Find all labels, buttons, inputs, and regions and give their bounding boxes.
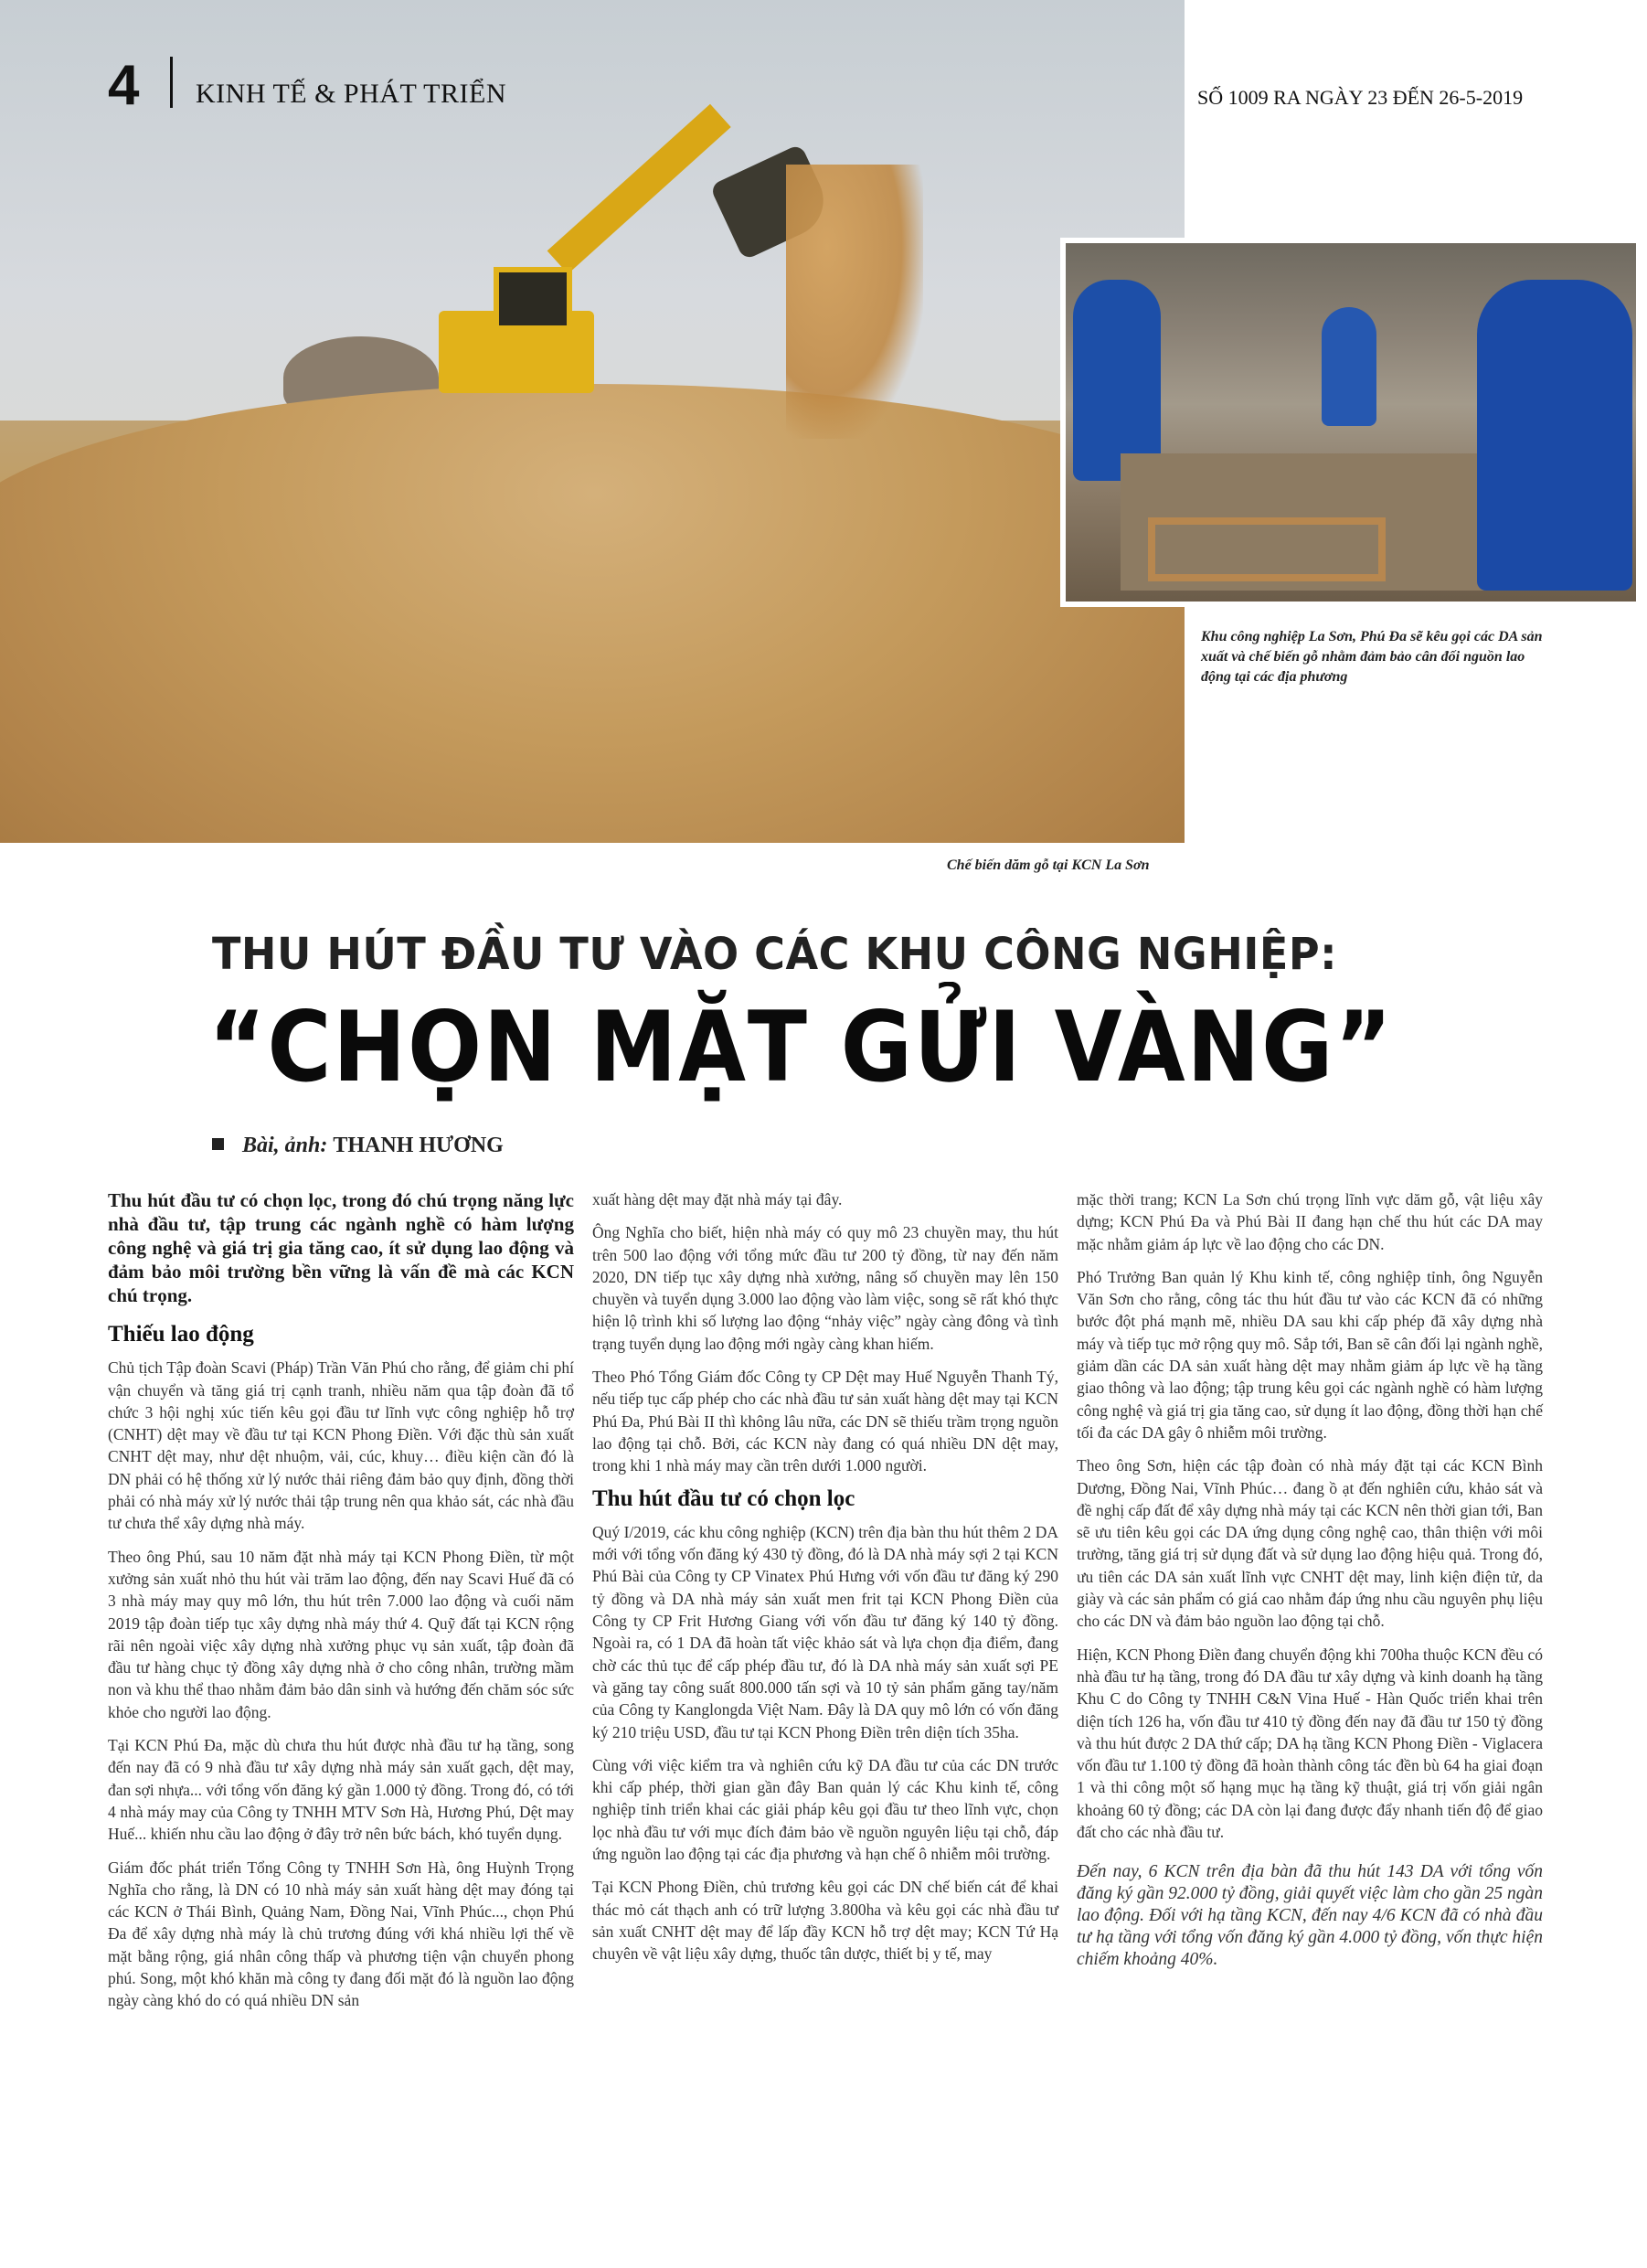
section-title: KINH TẾ & PHÁT TRIỂN (196, 79, 506, 109)
byline-author: THANH HƯƠNG (333, 1134, 504, 1157)
photo-falling-chips (786, 165, 923, 439)
inset-photo-scene (1066, 243, 1636, 602)
paragraph: Ông Nghĩa cho biết, hiện nhà máy có quy mô 23 chuyền may, thu hút trên 500 lao động với tổng mức đầu tư 200 tỷ đồng, từ nay đến năm 2020, DN tiếp tục xây dựng nhà xưởng, nâng số chuyền may lên 150 chuyền và tuyển dụng 3.000 lao động vào làm việc, song sẽ rất khó thực hiện lộ trình khi số lượng lao động “nhảy việc” ngày càng đông và tình trạng tuyển dụng lao động mới ngày càng khan hiếm. (592, 1223, 1058, 1353)
photo-loader-cab (494, 267, 572, 331)
paragraph: Theo ông Phú, sau 10 năm đặt nhà máy tại KCN Phong Điền, từ một xưởng sản xuất nhỏ thu hút vài trăm lao động, đến nay Scavi Huế đã có 3 nhà máy may quy mô lớn, thu hút trên 7.000 lao động và cuối năm 2019 tập đoàn tiếp tục xây dựng nhà máy thứ 4. Quỹ đất tại KCN rộng rãi nên ngoài việc xây dựng nhà xưởng phục vụ sản xuất, tập đoàn đã đầu tư hàng chục tỷ đồng xây dựng nhà ở cho công nhân, trường mầm non và khu thể thao nhằm đảm bảo dân sinh và hướng đến chăm sóc sức khỏe cho người lao động. (108, 1547, 574, 1721)
hero-photo-wood-chips (0, 0, 1185, 843)
article-lead: Thu hút đầu tư có chọn lọc, trong đó chú trọng năng lực nhà đầu tư, tập trung các ngành nghề có hàm lượng công nghệ và giá trị gia tăng cao, ít sử dụng lao động và đảm bảo môi trường bền vững là vấn đề mà các KCN chú trọng. (108, 1189, 574, 1306)
article-headline: “CHỌN MẶT GỬI VÀNG” (208, 991, 1394, 1103)
paragraph: Theo Phó Tổng Giám đốc Công ty CP Dệt may Huế Nguyễn Thanh Tý, nếu tiếp tục cấp phép cho các nhà đầu tư sản xuất hàng dệt may tại KCN Phú Đa, Phú Bài II thì không lâu nữa, các DN sẽ thiếu trầm trọng nguồn lao động tại chỗ. Bởi, các KCN này đang có quá nhiều DN dệt may, trong khi 1 nhà máy may cần trên dưới 1.000 người. (592, 1368, 1058, 1475)
paragraph: Hiện, KCN Phong Điền đang chuyển động khi 700ha thuộc KCN đều có nhà đầu tư hạ tầng, trong đó DA đầu tư xây dựng và kinh doanh hạ tầng Khu C do Công ty TNHH C&N Vina Huế - Hàn Quốc triển khai trên diện tích 126 ha, vốn đầu tư 410 tỷ đồng đến nay đã đầu tư 150 tỷ đồng và thu hút được 2 DA thứ cấp; DA hạ tầng KCN Phong Điền - Viglacera vốn đầu tư 1.100 tỷ đồng đã hoàn thành công tác đền bù 64 ha giai đoạn 1 và thi công một số hạng mục hạ tầng kỹ thuật, giá trị vốn giải ngân khoảng 60 tỷ đồng; các DA còn lại đang được đẩy nhanh tiến độ để giao đất cho các nhà đầu tư. (1077, 1645, 1543, 1842)
header-divider (170, 57, 173, 108)
issue-info: SỐ 1009 RA NGÀY 23 ĐẾN 26-5-2019 (1197, 86, 1524, 109)
article-column-1 (108, 1188, 574, 2023)
article-column-2 (592, 1188, 1058, 1976)
byline (212, 1134, 504, 1158)
paragraph: Phó Trưởng Ban quản lý Khu kinh tế, công nghiệp tỉnh, ông Nguyễn Văn Sơn cho rằng, công tác thu hút đầu tư vào các KCN đã có những bước đột phá mạnh mẽ, nhiều DA sau khi cấp phép đã xây dựng nhà máy và tiếp tục mở rộng quy mô. Sắp tới, Ban sẽ cân đối lại ngành nghề, giảm dần các DA sản xuất hàng dệt may nhằm giảm áp lực về hạ tầng giao thông và lao động; tập trung kêu gọi các ngành nghề có hàm lượng công nghệ và giá trị gia tăng cao, sử dụng ít lao động, đồng thời hạn chế tối đa các DA gây ô nhiễm môi trường. (1077, 1267, 1543, 1442)
page-number: 4 (108, 54, 140, 117)
article-kicker: THU HÚT ĐẦU TƯ VÀO CÁC KHU CÔNG NGHIỆP: (212, 929, 1338, 980)
inset-photo-caption: Khu công nghiệp La Sơn, Phú Đa sẽ kêu gọi các DA sản xuất và chế biến gỗ nhằm đảm bảo cân đối nguồn lao động tại các địa phương (1201, 629, 1543, 685)
paragraph: Cùng với việc kiểm tra và nghiên cứu kỹ DA đầu tư của các DN trước khi cấp phép, thời gian gần đây Ban quản lý các Khu kinh tế, công nghiệp tỉnh triển khai các giải pháp kêu gọi đầu tư theo lĩnh vực, chọn lọc nhà đầu tư với mục đích đảm bảo về nguồn nguyên liệu tại chỗ, đáp ứng nguồn lao động tại các địa phương và hạn chế ô nhiễm môi trường. (592, 1755, 1058, 1864)
inset-photo-woodworkers (1060, 238, 1642, 607)
hero-photo-caption: Chế biến dăm gỗ tại KCN La Sơn (947, 857, 1150, 873)
subhead-selective-investment: Thu hút đầu tư có chọn lọc (592, 1485, 855, 1511)
paragraph: mặc thời trang; KCN La Sơn chú trọng lĩnh vực dăm gỗ, vật liệu xây dựng; KCN Phú Đa và Phú Bài II đang hạn chế thu hút các DA may mặc nhằm giảm áp lực về lao động cho các DN. (1077, 1190, 1543, 1253)
photo-wood-frame (1148, 517, 1386, 581)
article-column-3 (1077, 1188, 1543, 1982)
photo-worker (1322, 307, 1376, 426)
photo-worker (1477, 280, 1632, 591)
paragraph: xuất hàng dệt may đặt nhà máy tại đây. (592, 1190, 843, 1209)
photo-wood-chip-pile (0, 384, 1185, 843)
paragraph: Giám đốc phát triển Tổng Công ty TNHH Sơn Hà, ông Huỳnh Trọng Nghĩa cho rằng, là DN có 10 nhà máy sản xuất hàng dệt may đóng tại các KCN ở Thái Bình, Quảng Nam, Đồng Nai, Vĩnh Phúc..., chọn Phú Đa để xây dựng nhà máy là chủ trương đúng với khá nhiều lợi thế về mặt bằng rộng, giá nhân công thấp và phương tiện vận chuyển phong phú. Song, một khó khăn mà công ty đang đối mặt đó là nguồn lao động ngày càng khó do có quá nhiều DN sản (108, 1858, 574, 2010)
paragraph: Tại KCN Phong Điền, chủ trương kêu gọi các DN chế biến cát để khai thác mỏ cát thạch anh có trữ lượng 3.800ha và kêu gọi các nhà đầu tư sản xuất CNHT dệt may để lấp đầy KCN hỗ trợ dệt may; KCN Tứ Hạ chuyên về vật liệu xây dựng, thuốc tân dược, thiết bị y tế, may (592, 1878, 1058, 1964)
paragraph: Chủ tịch Tập đoàn Scavi (Pháp) Trần Văn Phú cho rằng, để giảm chi phí vận chuyển và tăng giá trị cạnh tranh, nhiều năm qua tập đoàn đã tổ chức 3 hội nghị xúc tiến kêu gọi đầu tư lĩnh vực công nghiệp hỗ trợ (CNHT) dệt may về đầu tư tại KCN Phong Điền. Với đặc thù sản xuất CNHT dệt may, như dệt nhuộm, vải, cúc, khuy… điều kiện cần đó là DN phải có hệ thống xử lý nước thải riêng đảm bảo quy định, đồng thời phải có nhà máy xử lý nước thải tập trung nên qua khảo sát, các nhà đầu tư chưa thể xây dựng nhà máy. (108, 1358, 574, 1533)
paragraph: Tại KCN Phú Đa, mặc dù chưa thu hút được nhà đầu tư hạ tầng, song đến nay đã có 9 nhà đầu tư xây dựng nhà máy sản xuất gạch, dệt may, đan sợi nhựa... với tổng vốn đăng ký gần 1.000 tỷ đồng. Trong đó, có tới 4 nhà máy may của Công ty TNHH MTV Sơn Hà, Hương Phú, Dệt may Huế... khiến nhu cầu lao động ở đây trở nên bức bách, khó tuyển dụng. (108, 1736, 574, 1844)
byline-label: Bài, ảnh: (242, 1134, 328, 1157)
photo-worker (1073, 280, 1161, 481)
paragraph: Quý I/2019, các khu công nghiệp (KCN) trên địa bàn thu hút thêm 2 DA mới với tổng vốn đăng ký 430 tỷ đồng, đó là DA nhà máy sợi 2 tại KCN Phú Bài của Công ty CP Vinatex Phú Hưng với vốn đầu tư đăng ký 290 tỷ đồng và DA nhà máy sản xuất men frit tại KCN Phong Điền của Công ty CP Frit Hương Giang với vốn đầu tư đăng ký 140 tỷ đồng. Ngoài ra, có 1 DA đã hoàn tất việc khảo sát và lựa chọn địa điểm, đang chờ các thủ tục để cấp phép đầu tư, đó là DA nhà máy sản xuất sợi PE và găng tay công suất 800.000 tấn sợi và 10 tỷ sản phẩm găng tay/năm của Công ty Kanglongda Việt Nam. Đây là DA quy mô lớn có vốn đăng ký 210 triệu USD, đầu tư tại KCN Phong Điền trên diện tích 35ha. (592, 1522, 1058, 1741)
subhead-labor-shortage: Thiếu lao động (108, 1322, 254, 1347)
paragraph: Theo ông Sơn, hiện các tập đoàn có nhà máy đặt tại các KCN Bình Dương, Đồng Nai, Vĩnh Phúc… đang ồ ạt đến nghiên cứu, khảo sát và đề nghị cấp đất để xây dựng nhà máy tại các KCN nên thời gian tới, Ban sẽ ưu tiên kêu gọi các DA ứng dụng công nghệ cao, thân thiện với môi trường, tăng giá trị sử dụng đất và sử dụng lao động hiệu quả. Trong đó, ưu tiên các DA sản xuất lĩnh vực CNHT dệt may, linh kiện điện tử, da giày và các sản phẩm có giá cao nhằm đáp ứng nhu cầu nguyên phụ liệu cho các DN và đảm bảo nguồn lao động tại chỗ. (1077, 1456, 1543, 1631)
bullet-square-icon (212, 1138, 224, 1150)
closing-highlight: Đến nay, 6 KCN trên địa bàn đã thu hút 143 DA với tổng vốn đăng ký gần 92.000 tỷ đồng, giải quyết việc làm cho gần 25 ngàn lao động. Đối với hạ tầng KCN, đến nay 4/6 KCN đã có nhà đầu tư hạ tầng với tổng vốn đăng ký gần 4.000 tỷ đồng, vốn thực hiện chiếm khoảng 40%. (1077, 1862, 1543, 1970)
